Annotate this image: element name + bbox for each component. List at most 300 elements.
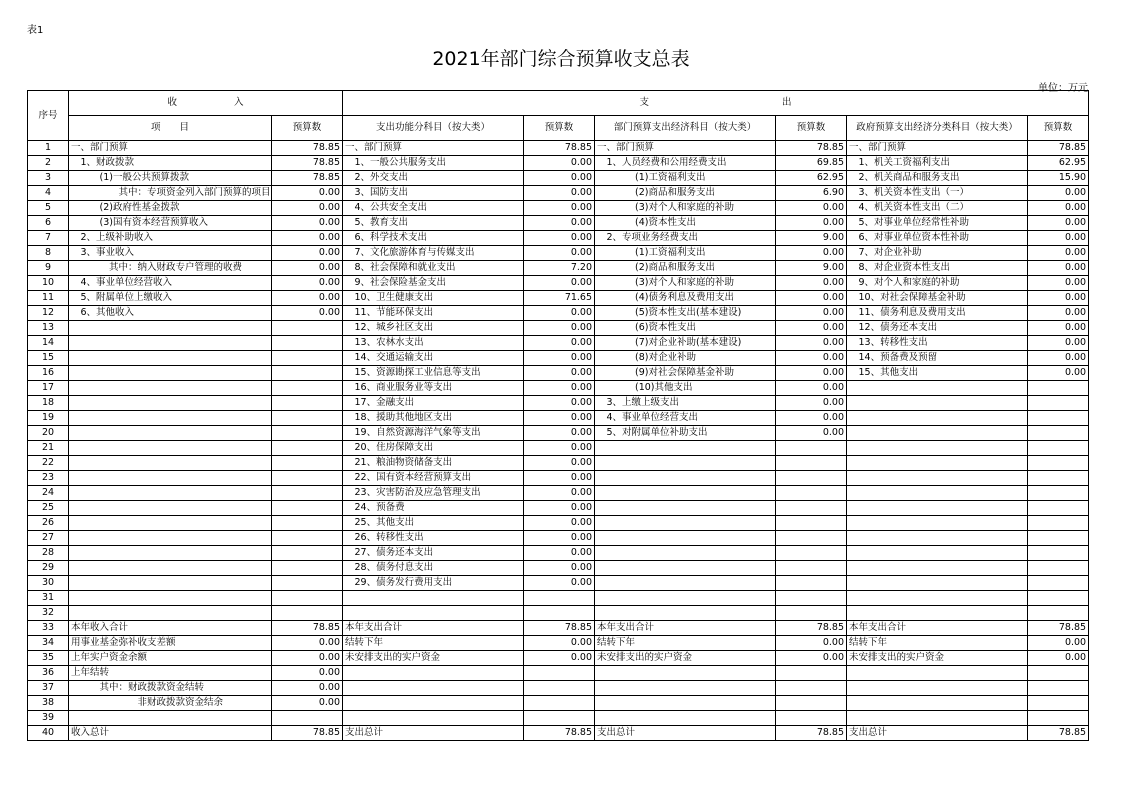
dept-econ-amount-cell: 78.85 [776, 726, 847, 741]
dept-econ-amount-cell [776, 681, 847, 696]
func-subject-cell: 21、粮油物资储备支出 [343, 456, 524, 471]
dept-econ-amount-cell [776, 711, 847, 726]
income-amount-cell: 0.00 [272, 636, 343, 651]
seq-cell: 4 [28, 186, 69, 201]
func-subject-cell: 26、转移性支出 [343, 531, 524, 546]
func-subject-cell: 12、城乡社区支出 [343, 321, 524, 336]
seq-cell: 31 [28, 591, 69, 606]
table-row [28, 546, 1089, 561]
income-amount-cell: 0.00 [272, 261, 343, 276]
func-amount-cell: 0.00 [524, 246, 595, 261]
dept-econ-amount-cell: 6.90 [776, 186, 847, 201]
gov-econ-amount-cell: 0.00 [1028, 201, 1089, 216]
dept-econ-subject-cell [595, 591, 776, 606]
income-header: 收 入 [69, 91, 343, 116]
table-row [28, 486, 1089, 501]
dept-econ-amount-cell: 0.00 [776, 636, 847, 651]
func-amount-cell: 78.85 [524, 621, 595, 636]
dept-econ-amount-cell [776, 666, 847, 681]
page-title: 2021年部门综合预算收支总表 [432, 48, 690, 70]
gov-econ-subject-cell [847, 606, 1028, 621]
income-amount-cell [272, 531, 343, 546]
gov-econ-subject-cell [847, 696, 1028, 711]
dept-econ-amount-cell [776, 456, 847, 471]
gov-econ-amount-cell [1028, 681, 1089, 696]
table-row [28, 456, 1089, 471]
income-item-cell [69, 606, 272, 621]
table-row [28, 681, 1089, 696]
dept-econ-subject-cell [595, 456, 776, 471]
seq-cell: 10 [28, 276, 69, 291]
func-subject-cell: 13、农林水支出 [343, 336, 524, 351]
table-body [28, 141, 1089, 741]
gov-econ-subject-cell: 一、部门预算 [847, 141, 1028, 156]
func-subject-cell: 1、一般公共服务支出 [343, 156, 524, 171]
income-amount-cell [272, 471, 343, 486]
income-item-cell [69, 561, 272, 576]
income-amount-cell [272, 366, 343, 381]
dept-econ-amount-cell: 62.95 [776, 171, 847, 186]
gov-econ-amount-cell [1028, 426, 1089, 441]
income-item-cell: 非财政拨款资金结余 [69, 696, 272, 711]
dept-econ-subject-cell [595, 561, 776, 576]
func-amount-cell: 0.00 [524, 471, 595, 486]
income-item-cell [69, 486, 272, 501]
dept-econ-amount-cell: 0.00 [776, 291, 847, 306]
func-amount-cell [524, 606, 595, 621]
func-amount-cell: 0.00 [524, 201, 595, 216]
dept-econ-subject-cell: (6)资本性支出 [595, 321, 776, 336]
gov-econ-subject-cell [847, 426, 1028, 441]
gov-econ-subject-header: 政府预算支出经济分类科目（按大类） [847, 116, 1028, 141]
func-subject-cell: 27、债务还本支出 [343, 546, 524, 561]
table-row [28, 666, 1089, 681]
table-row [28, 411, 1089, 426]
gov-econ-subject-cell [847, 441, 1028, 456]
income-amount-cell: 78.85 [272, 156, 343, 171]
seq-cell: 26 [28, 516, 69, 531]
dept-econ-amount-cell [776, 576, 847, 591]
gov-econ-subject-cell: 1、机关工资福利支出 [847, 156, 1028, 171]
seq-cell: 29 [28, 561, 69, 576]
gov-econ-amount-cell: 0.00 [1028, 366, 1089, 381]
seq-cell: 20 [28, 426, 69, 441]
func-subject-cell [343, 591, 524, 606]
func-amount-cell: 0.00 [524, 531, 595, 546]
func-amount-cell: 0.00 [524, 456, 595, 471]
table-row [28, 591, 1089, 606]
dept-econ-subject-cell: (5)资本性支出(基本建设) [595, 306, 776, 321]
table-row [28, 141, 1089, 156]
table-row [28, 261, 1089, 276]
dept-econ-amount-cell: 9.00 [776, 261, 847, 276]
income-amount-cell: 0.00 [272, 666, 343, 681]
func-subject-cell: 22、国有资本经营预算支出 [343, 471, 524, 486]
seq-cell: 2 [28, 156, 69, 171]
gov-econ-subject-cell: 12、债务还本支出 [847, 321, 1028, 336]
func-subject-cell: 3、国防支出 [343, 186, 524, 201]
income-item-cell: 用事业基金弥补收支差额 [69, 636, 272, 651]
dept-econ-amount-cell: 0.00 [776, 246, 847, 261]
dept-econ-subject-cell [595, 516, 776, 531]
gov-econ-amount-cell [1028, 381, 1089, 396]
dept-econ-amount-cell: 0.00 [776, 216, 847, 231]
income-item-cell [69, 396, 272, 411]
income-amount-cell [272, 396, 343, 411]
income-item-cell: 一、部门预算 [69, 141, 272, 156]
gov-econ-subject-cell: 结转下年 [847, 636, 1028, 651]
gov-econ-amount-cell [1028, 486, 1089, 501]
gov-econ-amount-cell [1028, 546, 1089, 561]
table-row [28, 501, 1089, 516]
income-item-cell: 其中：专项资金列入部门预算的项目 [69, 186, 272, 201]
seq-cell: 24 [28, 486, 69, 501]
dept-econ-amount-cell: 0.00 [776, 276, 847, 291]
table-row [28, 156, 1089, 171]
seq-cell: 19 [28, 411, 69, 426]
seq-cell: 1 [28, 141, 69, 156]
gov-econ-amount-cell [1028, 666, 1089, 681]
income-amount-cell [272, 486, 343, 501]
table-row [28, 336, 1089, 351]
income-item-cell [69, 411, 272, 426]
dept-econ-subject-cell [595, 531, 776, 546]
gov-econ-amount-cell [1028, 441, 1089, 456]
dept-econ-amount-cell: 0.00 [776, 381, 847, 396]
dept-econ-amount-cell [776, 591, 847, 606]
dept-econ-subject-cell [595, 576, 776, 591]
income-amount-cell: 0.00 [272, 681, 343, 696]
func-subject-header: 支出功能分科目（按大类） [343, 116, 524, 141]
func-subject-cell [343, 681, 524, 696]
dept-econ-amount-cell: 0.00 [776, 366, 847, 381]
income-amount-cell: 0.00 [272, 306, 343, 321]
table-row [28, 171, 1089, 186]
dept-econ-subject-cell: 3、上缴上级支出 [595, 396, 776, 411]
dept-econ-subject-cell: 结转下年 [595, 636, 776, 651]
income-item-cell: (2)政府性基金拨款 [69, 201, 272, 216]
func-amount-cell: 0.00 [524, 336, 595, 351]
func-amount-cell: 0.00 [524, 441, 595, 456]
gov-econ-subject-cell: 支出总计 [847, 726, 1028, 741]
gov-econ-subject-cell [847, 576, 1028, 591]
dept-econ-subject-cell: (4)债务利息及费用支出 [595, 291, 776, 306]
seq-cell: 6 [28, 216, 69, 231]
seq-cell: 36 [28, 666, 69, 681]
seq-cell: 34 [28, 636, 69, 651]
gov-econ-subject-cell [847, 681, 1028, 696]
func-subject-cell: 24、预备费 [343, 501, 524, 516]
gov-econ-subject-cell: 8、对企业资本性支出 [847, 261, 1028, 276]
gov-econ-subject-cell: 15、其他支出 [847, 366, 1028, 381]
func-subject-cell: 16、商业服务业等支出 [343, 381, 524, 396]
income-amount-cell [272, 546, 343, 561]
seq-cell: 30 [28, 576, 69, 591]
seq-cell: 3 [28, 171, 69, 186]
dept-econ-subject-cell: 一、部门预算 [595, 141, 776, 156]
gov-econ-amount-cell: 0.00 [1028, 291, 1089, 306]
gov-econ-subject-cell: 10、对社会保障基金补助 [847, 291, 1028, 306]
func-subject-cell: 4、公共安全支出 [343, 201, 524, 216]
income-item-cell [69, 546, 272, 561]
func-amount-cell: 0.00 [524, 351, 595, 366]
func-amount-cell: 0.00 [524, 216, 595, 231]
income-amount-cell: 0.00 [272, 201, 343, 216]
unit-label: 单位：万元 [1038, 83, 1088, 94]
gov-econ-amount-cell: 78.85 [1028, 141, 1089, 156]
income-amount-cell [272, 426, 343, 441]
seq-cell: 21 [28, 441, 69, 456]
income-amount-cell [272, 456, 343, 471]
table-row [28, 201, 1089, 216]
seq-cell: 22 [28, 456, 69, 471]
dept-econ-subject-cell: (9)对社会保障基金补助 [595, 366, 776, 381]
dept-econ-amount-cell [776, 471, 847, 486]
func-amount-cell: 0.00 [524, 381, 595, 396]
dept-econ-subject-cell [595, 546, 776, 561]
func-amount-cell: 0.00 [524, 561, 595, 576]
seq-cell: 5 [28, 201, 69, 216]
income-amount-header: 预算数 [272, 116, 343, 141]
table-row [28, 441, 1089, 456]
table-row [28, 426, 1089, 441]
func-amount-cell: 0.00 [524, 501, 595, 516]
gov-econ-subject-cell [847, 411, 1028, 426]
income-amount-cell [272, 336, 343, 351]
gov-econ-amount-cell: 0.00 [1028, 186, 1089, 201]
gov-econ-amount-cell: 0.00 [1028, 231, 1089, 246]
func-subject-cell: 5、教育支出 [343, 216, 524, 231]
gov-econ-amount-cell: 0.00 [1028, 351, 1089, 366]
func-subject-cell: 未安排支出的实户资金 [343, 651, 524, 666]
expense-header: 支 出 [343, 91, 1089, 116]
gov-econ-subject-cell [847, 516, 1028, 531]
dept-econ-subject-cell: 未安排支出的实户资金 [595, 651, 776, 666]
func-amount-cell: 0.00 [524, 231, 595, 246]
dept-econ-subject-cell: (2)商品和服务支出 [595, 261, 776, 276]
func-amount-cell: 0.00 [524, 321, 595, 336]
func-subject-cell [343, 711, 524, 726]
dept-econ-amount-cell: 0.00 [776, 396, 847, 411]
income-item-cell: 其中：纳入财政专户管理的收费 [69, 261, 272, 276]
table-row [28, 291, 1089, 306]
func-subject-cell: 11、节能环保支出 [343, 306, 524, 321]
seq-cell: 7 [28, 231, 69, 246]
gov-econ-amount-cell [1028, 396, 1089, 411]
func-subject-cell: 29、债务发行费用支出 [343, 576, 524, 591]
gov-econ-subject-cell [847, 561, 1028, 576]
table-row [28, 561, 1089, 576]
func-subject-cell: 支出总计 [343, 726, 524, 741]
func-subject-cell [343, 666, 524, 681]
income-amount-cell [272, 501, 343, 516]
gov-econ-subject-cell: 14、预备费及预留 [847, 351, 1028, 366]
gov-econ-amount-cell [1028, 456, 1089, 471]
dept-econ-amount-cell: 0.00 [776, 411, 847, 426]
func-amount-cell: 0.00 [524, 276, 595, 291]
seq-cell: 32 [28, 606, 69, 621]
table-row [28, 636, 1089, 651]
dept-econ-amount-cell [776, 486, 847, 501]
dept-econ-subject-cell [595, 696, 776, 711]
income-amount-cell [272, 711, 343, 726]
func-amount-cell: 0.00 [524, 546, 595, 561]
dept-econ-amount-cell: 0.00 [776, 336, 847, 351]
income-item-cell: 2、上级补助收入 [69, 231, 272, 246]
income-amount-cell: 0.00 [272, 186, 343, 201]
income-item-cell: (1)一般公共预算拨款 [69, 171, 272, 186]
table-row [28, 246, 1089, 261]
func-amount-cell: 0.00 [524, 576, 595, 591]
dept-econ-subject-cell: 支出总计 [595, 726, 776, 741]
func-amount-cell: 0.00 [524, 156, 595, 171]
income-item-cell [69, 501, 272, 516]
budget-summary-table [27, 90, 1089, 741]
income-item-cell [69, 456, 272, 471]
dept-econ-subject-cell [595, 471, 776, 486]
func-subject-cell: 7、文化旅游体育与传媒支出 [343, 246, 524, 261]
income-item-cell [69, 381, 272, 396]
seq-cell: 11 [28, 291, 69, 306]
dept-econ-amount-cell: 0.00 [776, 651, 847, 666]
func-amount-cell: 7.20 [524, 261, 595, 276]
income-amount-cell: 0.00 [272, 696, 343, 711]
income-amount-cell: 0.00 [272, 651, 343, 666]
income-item-cell: 6、其他收入 [69, 306, 272, 321]
dept-econ-amount-cell [776, 516, 847, 531]
dept-econ-amount-cell: 0.00 [776, 306, 847, 321]
income-item-cell: 本年收入合计 [69, 621, 272, 636]
income-item-cell: 上年实户资金余额 [69, 651, 272, 666]
dept-econ-amount-cell [776, 696, 847, 711]
gov-econ-subject-cell [847, 546, 1028, 561]
table-row [28, 531, 1089, 546]
seq-cell: 37 [28, 681, 69, 696]
table-number-label: 表1 [27, 25, 44, 36]
seq-cell: 33 [28, 621, 69, 636]
seq-cell: 35 [28, 651, 69, 666]
income-item-cell [69, 336, 272, 351]
table-row [28, 381, 1089, 396]
func-subject-cell: 15、资源勘探工业信息等支出 [343, 366, 524, 381]
income-amount-cell [272, 441, 343, 456]
gov-econ-subject-cell [847, 486, 1028, 501]
income-amount-cell [272, 411, 343, 426]
func-subject-cell: 23、灾害防治及应急管理支出 [343, 486, 524, 501]
dept-econ-subject-cell [595, 501, 776, 516]
dept-econ-amount-cell: 0.00 [776, 321, 847, 336]
dept-econ-amount-cell: 69.85 [776, 156, 847, 171]
seq-cell: 16 [28, 366, 69, 381]
income-item-cell: 4、事业单位经营收入 [69, 276, 272, 291]
gov-econ-subject-cell [847, 711, 1028, 726]
seq-cell: 14 [28, 336, 69, 351]
income-item-cell [69, 516, 272, 531]
dept-econ-subject-cell: (10)其他支出 [595, 381, 776, 396]
income-amount-cell [272, 591, 343, 606]
func-subject-cell: 本年支出合计 [343, 621, 524, 636]
dept-econ-amount-cell [776, 441, 847, 456]
dept-econ-subject-cell: 1、人员经费和公用经费支出 [595, 156, 776, 171]
dept-econ-subject-cell: (8)对企业补助 [595, 351, 776, 366]
dept-econ-subject-cell: (3)对个人和家庭的补助 [595, 276, 776, 291]
gov-econ-amount-cell: 0.00 [1028, 336, 1089, 351]
func-amount-cell: 0.00 [524, 186, 595, 201]
gov-econ-amount-cell: 62.95 [1028, 156, 1089, 171]
dept-econ-amount-cell: 78.85 [776, 621, 847, 636]
income-item-cell: (3)国有资本经营预算收入 [69, 216, 272, 231]
func-subject-cell: 6、科学技术支出 [343, 231, 524, 246]
dept-econ-subject-cell: (3)对个人和家庭的补助 [595, 201, 776, 216]
income-item-cell [69, 576, 272, 591]
income-amount-cell [272, 381, 343, 396]
gov-econ-amount-cell [1028, 696, 1089, 711]
table-row [28, 696, 1089, 711]
seq-cell: 38 [28, 696, 69, 711]
gov-econ-amount-cell [1028, 561, 1089, 576]
gov-econ-amount-cell [1028, 471, 1089, 486]
gov-econ-amount-cell [1028, 711, 1089, 726]
func-amount-cell: 0.00 [524, 651, 595, 666]
gov-econ-subject-cell: 7、对企业补助 [847, 246, 1028, 261]
seq-cell: 28 [28, 546, 69, 561]
income-amount-cell: 0.00 [272, 291, 343, 306]
income-amount-cell [272, 351, 343, 366]
income-item-cell: 其中：财政拨款资金结转 [69, 681, 272, 696]
func-amount-cell [524, 591, 595, 606]
income-item-cell [69, 441, 272, 456]
table-row [28, 321, 1089, 336]
table-row [28, 471, 1089, 486]
func-amount-cell: 0.00 [524, 486, 595, 501]
func-amount-cell [524, 681, 595, 696]
income-item-cell: 3、事业收入 [69, 246, 272, 261]
gov-econ-amount-cell: 78.85 [1028, 621, 1089, 636]
func-amount-cell: 0.00 [524, 396, 595, 411]
table-row [28, 276, 1089, 291]
gov-econ-amount-cell: 78.85 [1028, 726, 1089, 741]
func-amount-cell [524, 696, 595, 711]
table-row [28, 606, 1089, 621]
table-row [28, 711, 1089, 726]
gov-econ-subject-cell [847, 666, 1028, 681]
income-item-cell [69, 426, 272, 441]
income-item-cell: 上年结转 [69, 666, 272, 681]
dept-econ-amount-cell [776, 546, 847, 561]
func-subject-cell: 17、金融支出 [343, 396, 524, 411]
income-amount-cell [272, 561, 343, 576]
func-subject-cell: 25、其他支出 [343, 516, 524, 531]
func-amount-cell: 78.85 [524, 726, 595, 741]
func-subject-cell: 28、债务付息支出 [343, 561, 524, 576]
func-amount-cell: 0.00 [524, 636, 595, 651]
income-amount-cell [272, 606, 343, 621]
table-row [28, 231, 1089, 246]
dept-econ-subject-cell: (2)商品和服务支出 [595, 186, 776, 201]
dept-econ-amount-cell [776, 561, 847, 576]
income-amount-cell: 78.85 [272, 726, 343, 741]
income-item-header: 项 目 [69, 116, 272, 141]
dept-econ-subject-cell [595, 441, 776, 456]
table-row [28, 306, 1089, 321]
gov-econ-subject-cell: 6、对事业单位资本性补助 [847, 231, 1028, 246]
gov-econ-subject-cell [847, 531, 1028, 546]
income-amount-cell [272, 576, 343, 591]
gov-econ-amount-cell: 0.00 [1028, 246, 1089, 261]
seq-header: 序号 [28, 91, 69, 141]
table-row [28, 621, 1089, 636]
gov-econ-subject-cell: 11、债务利息及费用支出 [847, 306, 1028, 321]
